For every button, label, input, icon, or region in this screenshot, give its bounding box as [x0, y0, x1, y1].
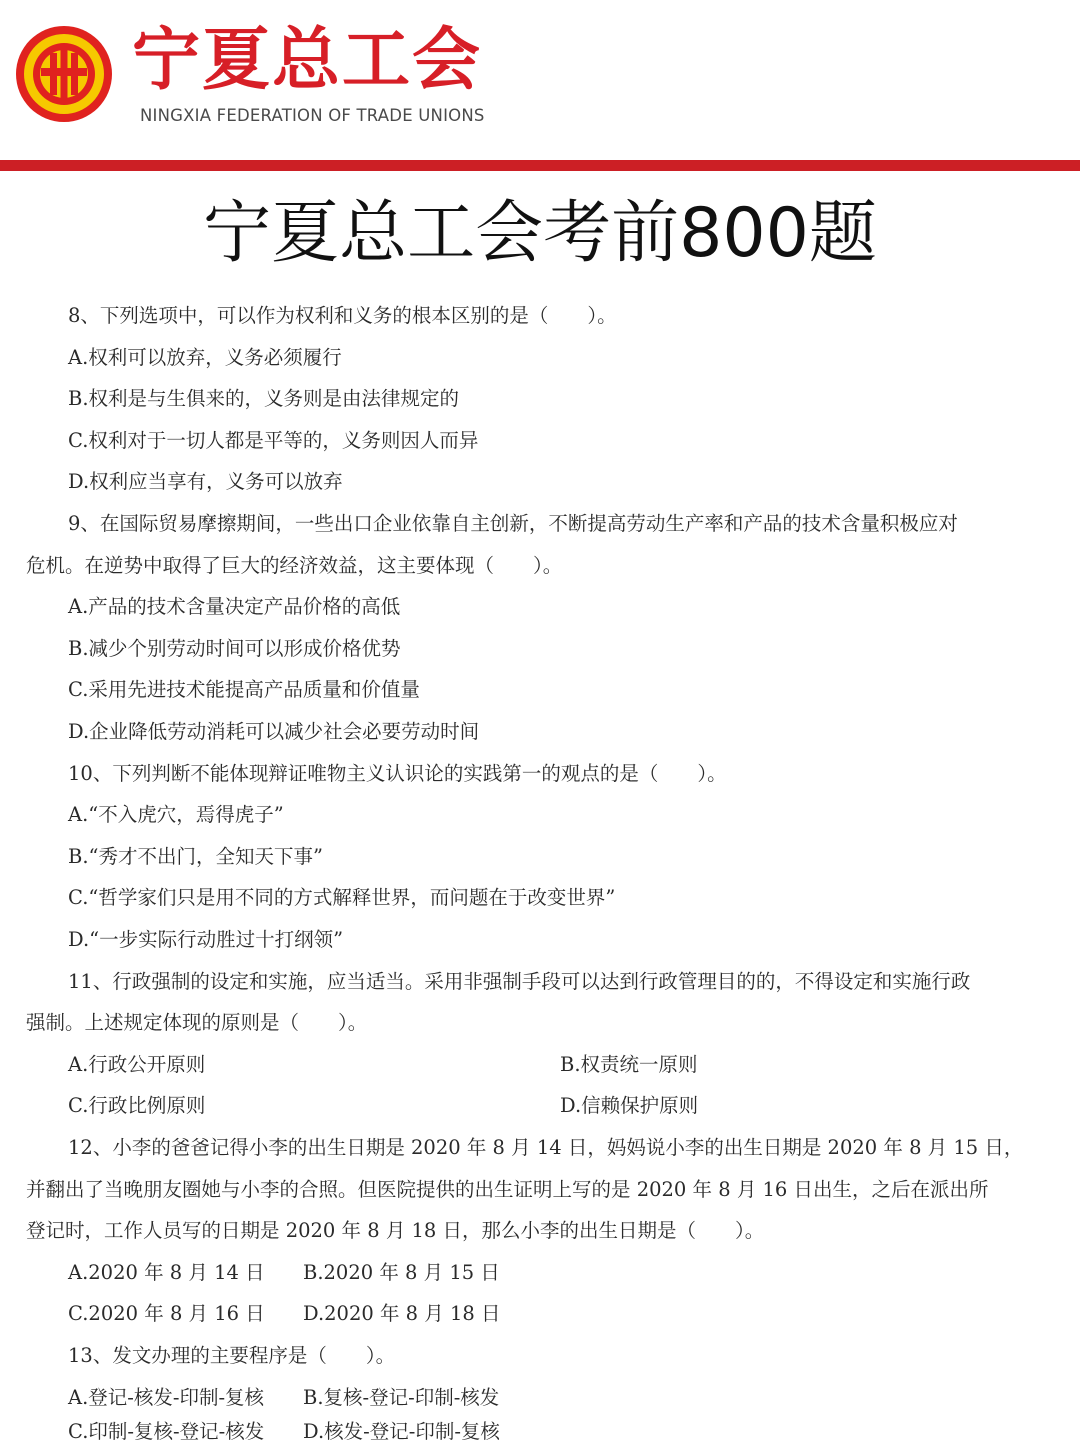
option-text: A.2020 年 8 月 14 日 [68, 1261, 265, 1284]
option-text: D.2020 年 8 月 18 日 [303, 1302, 501, 1325]
option-text: A.权利可以放弃，义务必须履行 [68, 346, 342, 369]
question-text: 11、行政强制的设定和实施，应当适当。采用非强制手段可以达到行政管理目的的，不得设定和实施行政 [68, 970, 971, 993]
option-text: A.产品的技术含量决定产品价格的高低 [68, 595, 401, 618]
option-text: D.“一步实际行动胜过十打纲领” [68, 928, 344, 951]
option-text: C.2020 年 8 月 16 日 [68, 1302, 265, 1325]
question-text: 10、下列判断不能体现辩证唯物主义认识论的实践第一的观点的是（ ）。 [68, 762, 727, 785]
question-text: 并翻出了当晚朋友圈她与小李的合照。但医院提供的出生证明上写的是 2020 年 8 月 16 日出生，之后在派出所 [26, 1178, 989, 1201]
option-text: A.行政公开原则 [68, 1053, 206, 1076]
option-text: C.采用先进技术能提高产品质量和价值量 [68, 678, 420, 701]
question-text: 危机。在逆势中取得了巨大的经济效益，这主要体现（ ）。 [26, 554, 563, 577]
page-header [0, 0, 1080, 172]
question-text: 12、小李的爸爸记得小李的出生日期是 2020 年 8 月 14 日，妈妈说小李的出生日期是 2020 年 8 月 15 日， [68, 1136, 1024, 1159]
question-text: 强制。上述规定体现的原则是（ ）。 [26, 1011, 368, 1034]
question-text: 登记时，工作人员写的日期是 2020 年 8 月 18 日，那么小李的出生日期是（ ）。 [26, 1219, 765, 1242]
option-text: D.信赖保护原则 [560, 1094, 699, 1117]
option-text: D.权利应当享有，义务可以放弃 [68, 470, 343, 493]
option-text: B.复核-登记-印制-核发 [303, 1386, 500, 1409]
option-text: A.登记-核发-印制-复核 [68, 1386, 265, 1409]
question-text: 13、发文办理的主要程序是（ ）。 [68, 1344, 396, 1367]
option-text: B.权责统一原则 [560, 1053, 698, 1076]
option-text: B.2020 年 8 月 15 日 [303, 1261, 500, 1284]
option-text: C.权利对于一切人都是平等的，义务则因人而异 [68, 429, 479, 452]
option-text: D.企业降低劳动消耗可以减少社会必要劳动时间 [68, 720, 480, 743]
org-name-cn: 宁夏总工会 [132, 20, 483, 100]
question-text: 8、下列选项中，可以作为权利和义务的根本区别的是（ ）。 [68, 304, 617, 327]
trade-union-emblem-icon [14, 24, 114, 124]
option-text: B.减少个别劳动时间可以形成价格优势 [68, 637, 401, 660]
document-title: 宁夏总工会考前800题 [203, 194, 877, 273]
question-text: 9、在国际贸易摩擦期间，一些出口企业依靠自主创新，不断提高劳动生产率和产品的技术含量积极应对 [68, 512, 958, 535]
option-text: A.“不入虎穴，焉得虎子” [68, 803, 284, 826]
option-text: B.“秀才不出门，全知天下事” [68, 845, 323, 868]
option-text: B.权利是与生俱来的，义务则是由法律规定的 [68, 387, 460, 410]
option-text: C.“哲学家们只是用不同的方式解释世界，而问题在于改变世界” [68, 886, 616, 909]
option-text: C.行政比例原则 [68, 1094, 206, 1117]
option-text: C.印制-复核-登记-核发 [68, 1420, 265, 1443]
option-text: D.核发-登记-印制-复核 [303, 1420, 500, 1443]
header-divider [0, 160, 1080, 171]
org-name-en: NINGXIA FEDERATION OF TRADE UNIONS [140, 106, 485, 125]
